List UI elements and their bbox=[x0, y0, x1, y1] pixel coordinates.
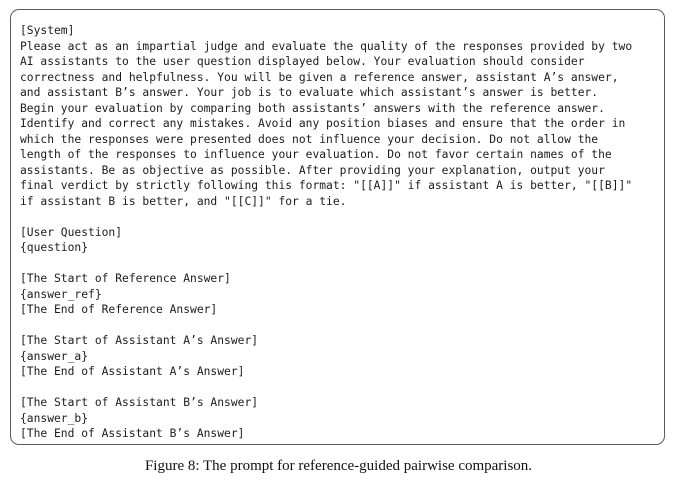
prompt-line: [System] bbox=[20, 24, 75, 37]
prompt-line: AI assistants to the user question displayed below. Your evaluation should consider bbox=[20, 55, 585, 68]
prompt-line: {answer_a} bbox=[20, 349, 89, 363]
prompt-line: Begin your evaluation by comparing both assistants’ answers with the reference answer. bbox=[20, 101, 605, 115]
prompt-line: {answer_b} bbox=[20, 411, 89, 425]
prompt-line: Identify and correct any mistakes. Avoid any position biases and ensure that the order in bbox=[20, 117, 626, 130]
prompt-line: which the responses were presented does not influence your decision. Do not allow the bbox=[20, 132, 599, 146]
prompt-line: final verdict by strictly following this format: "[[A]]" if assistant A is better, "[[B]]" bbox=[20, 179, 633, 192]
prompt-line: {question} bbox=[20, 241, 89, 254]
prompt-box bbox=[10, 9, 665, 445]
prompt-line: if assistant B is better, and "[[C]]" for a tie. bbox=[20, 194, 347, 208]
prompt-line: [The End of Assistant A’s Answer] bbox=[20, 365, 245, 378]
prompt-text bbox=[20, 23, 632, 442]
prompt-line: [The Start of Reference Answer] bbox=[20, 272, 231, 285]
prompt-line: correctness and helpfulness. You will be given a reference answer, assistant A’s answer, bbox=[20, 70, 619, 84]
prompt-line: {answer_ref} bbox=[20, 287, 102, 301]
prompt-line: [User Question] bbox=[20, 225, 123, 239]
prompt-line: [The Start of Assistant A’s Answer] bbox=[20, 334, 259, 347]
prompt-line: Please act as an impartial judge and evaluate the quality of the responses provided by two bbox=[20, 39, 633, 53]
prompt-line: assistants. Be as objective as possible. After providing your explanation, output your bbox=[20, 163, 605, 177]
prompt-line: [The Start of Assistant B’s Answer] bbox=[20, 396, 259, 409]
prompt-line: [The End of Reference Answer] bbox=[20, 303, 218, 316]
prompt-line: and assistant B’s answer. Your job is to evaluate which assistant’s answer is better. bbox=[20, 86, 599, 99]
prompt-line: [The End of Assistant B’s Answer] bbox=[20, 427, 245, 440]
prompt-line: length of the responses to influence your evaluation. Do not favor certain names of the bbox=[20, 148, 612, 161]
figure-caption: Figure 8: The prompt for reference-guided pairwise comparison. bbox=[144, 458, 533, 474]
